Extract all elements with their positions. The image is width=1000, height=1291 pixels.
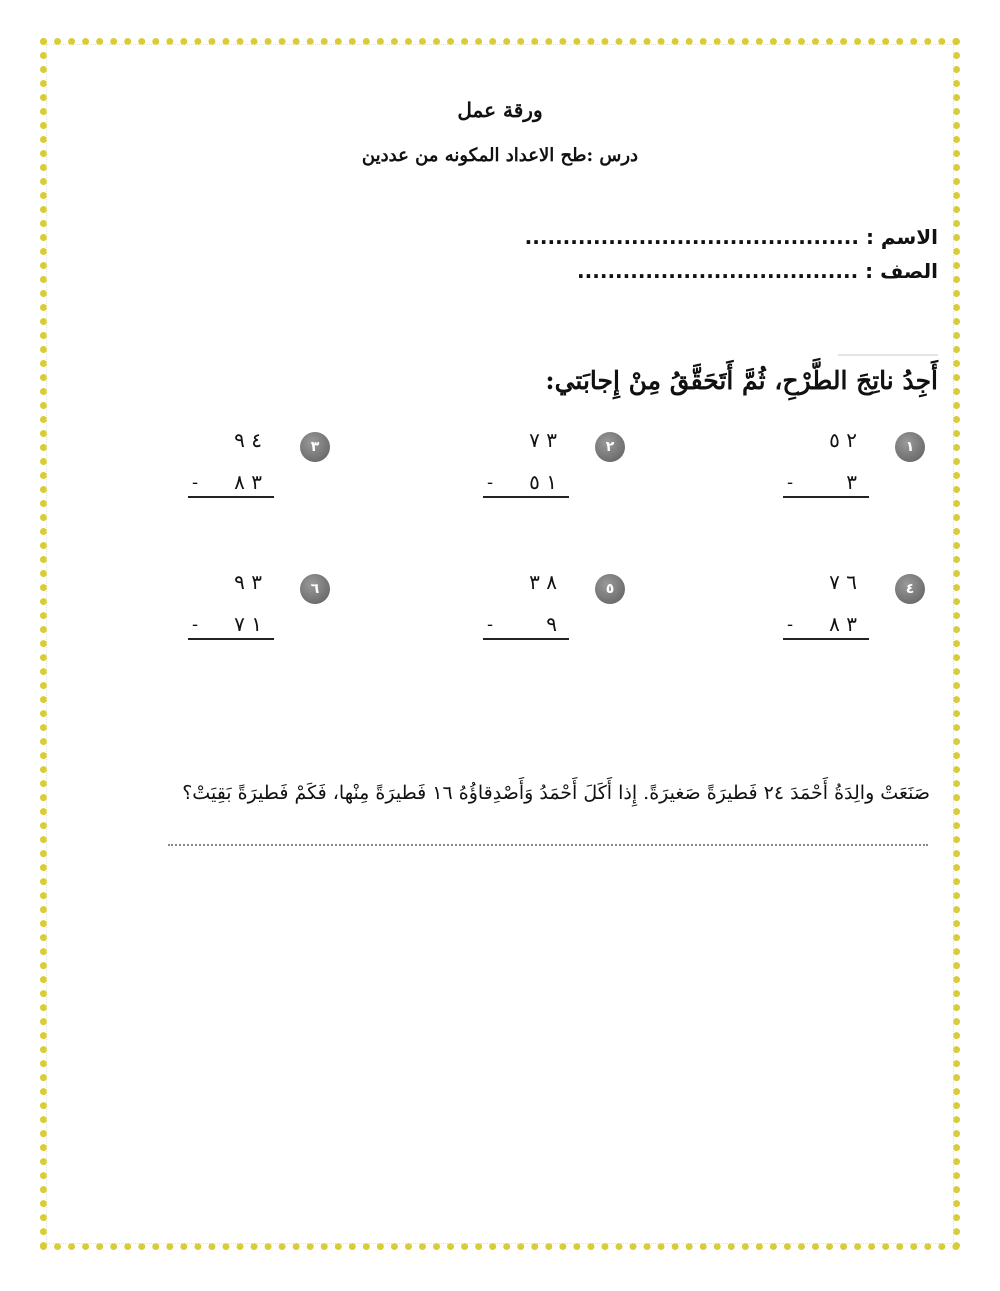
minuend: ٣ ٧ <box>529 428 557 452</box>
worksheet-title: ورقة عمل <box>457 98 543 122</box>
subtrahend: ٣ <box>846 470 857 494</box>
answer-line[interactable] <box>188 612 274 640</box>
minuend: ٤ ٩ <box>234 428 262 452</box>
problem-4 <box>765 570 925 650</box>
answer-line[interactable] <box>783 612 869 640</box>
class-field[interactable] <box>577 259 938 283</box>
name-blank[interactable]: ............................................ <box>524 225 859 249</box>
subtrahend: ١ ٥ <box>529 470 557 494</box>
subtrahend: ٣ ٨ <box>234 470 262 494</box>
minus-sign: - <box>487 614 494 635</box>
class-blank[interactable]: ..................................... <box>577 259 859 283</box>
minus-sign: - <box>487 472 494 493</box>
word-problem-answer-line[interactable] <box>168 844 928 846</box>
instruction-text: أَجِدُ ناتِجَ الطَّرْحِ، ثُمَّ أَتَحَقَّقُ مِنْ إِجابَتي: <box>545 366 938 395</box>
minuend: ٨ ٣ <box>529 570 557 594</box>
minuend: ٢ ٥ <box>829 428 857 452</box>
problem-5 <box>465 570 625 650</box>
problem-number-badge: ٢ <box>595 432 625 462</box>
problem-number-badge: ١ <box>895 432 925 462</box>
subtrahend: ٩ <box>546 612 557 636</box>
problem-6 <box>170 570 330 650</box>
problem-number-badge: ٦ <box>300 574 330 604</box>
minus-sign: - <box>787 614 794 635</box>
problem-2 <box>465 428 625 508</box>
minuend: ٣ ٩ <box>234 570 262 594</box>
subtrahend: ١ ٧ <box>234 612 262 636</box>
problem-number-badge: ٥ <box>595 574 625 604</box>
subtrahend: ٣ ٨ <box>829 612 857 636</box>
problem-number-badge: ٣ <box>300 432 330 462</box>
problem-number-badge: ٤ <box>895 574 925 604</box>
answer-line[interactable] <box>483 612 569 640</box>
problem-1 <box>765 428 925 508</box>
divider <box>838 354 938 356</box>
class-label: الصف : <box>865 259 938 283</box>
problem-3 <box>170 428 330 508</box>
minus-sign: - <box>192 614 199 635</box>
name-field[interactable] <box>525 225 938 249</box>
name-label: الاسم : <box>865 225 938 249</box>
answer-line[interactable] <box>483 470 569 498</box>
minus-sign: - <box>787 472 794 493</box>
minuend: ٦ ٧ <box>829 570 857 594</box>
answer-line[interactable] <box>783 470 869 498</box>
answer-line[interactable] <box>188 470 274 498</box>
minus-sign: - <box>192 472 199 493</box>
lesson-title: درس :طح الاعداد المكونه من عددين <box>361 145 639 166</box>
word-problem: صَنَعَتْ والِدَةُ أَحْمَدَ ٢٤ فَطيرَةً صَغيرَةً. إِذا أَكَلَ أَحْمَدُ وَأَصْدِقاؤُهُ ١٦ فَطيرَةً مِنْها، فَكَمْ فَطيرَةً بَقِيَتْ؟ <box>182 782 930 804</box>
